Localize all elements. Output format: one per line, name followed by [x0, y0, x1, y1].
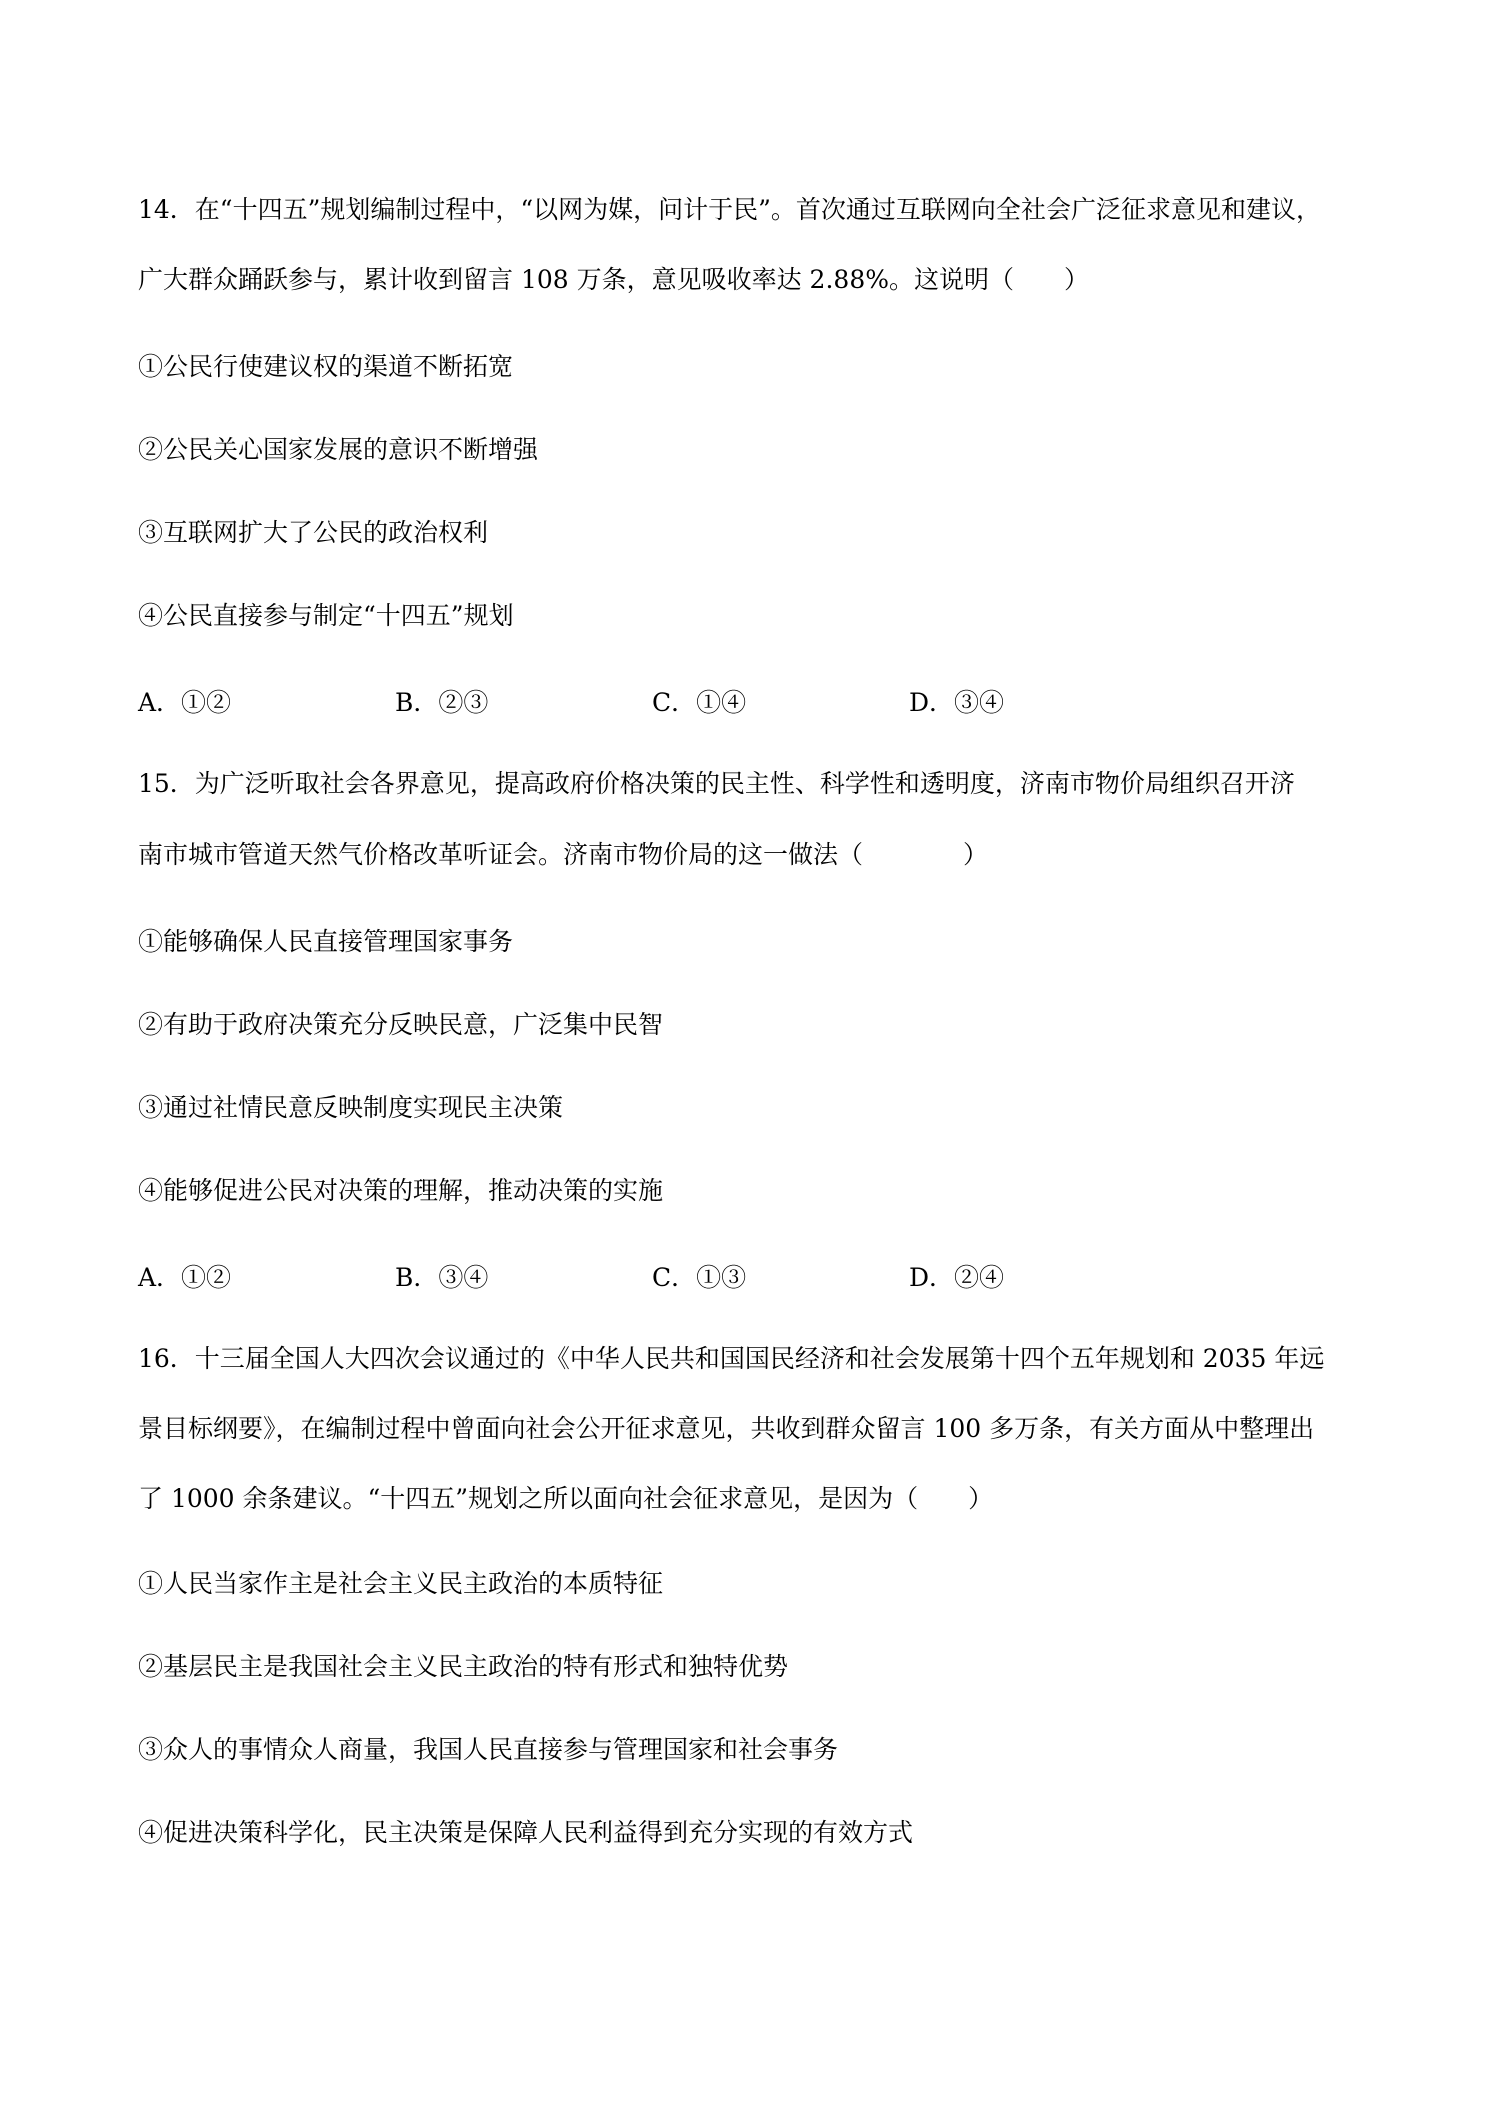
q15-statement-1: ①能够确保人民直接管理国家事务: [138, 927, 514, 956]
q14-statement-4: ④公民直接参与制定“十四五”规划: [138, 601, 514, 630]
q16-statement-2: ②基层民主是我国社会主义民主政治的特有形式和独特优势: [138, 1652, 789, 1681]
q14-option-d[interactable]: D．③④: [909, 688, 1005, 717]
q16-statement-4: ④促进决策科学化，民主决策是保障人民利益得到充分实现的有效方式: [138, 1818, 914, 1847]
q15-option-c[interactable]: C．①③: [652, 1263, 747, 1292]
q16-statement-3: ③众人的事情众人商量，我国人民直接参与管理国家和社会事务: [138, 1735, 839, 1764]
q14-stem-line-2: 广大群众踊跃参与，累计收到留言 108 万条，意见吸收率达 2.88%。这说明（ ）: [138, 265, 1089, 294]
q14-stem-line-1: 14．在“十四五”规划编制过程中，“以网为媒，问计于民”。首次通过互联网向全社会广泛征求意见和建议，: [138, 195, 1321, 224]
q14-option-c[interactable]: C．①④: [652, 688, 747, 717]
q16-statement-1: ①人民当家作主是社会主义民主政治的本质特征: [138, 1569, 664, 1598]
q14-options: [138, 686, 1358, 720]
q15-statement-4: ④能够促进公民对决策的理解，推动决策的实施: [138, 1176, 664, 1205]
q14-option-b[interactable]: B．②③: [395, 688, 489, 717]
q16-stem-line-1: 16．十三届全国人大四次会议通过的《中华人民共和国国民经济和社会发展第十四个五年规划和 2035 年远: [138, 1344, 1325, 1373]
q15-options: [138, 1261, 1358, 1295]
q16-stem-line-3: 了 1000 余条建议。“十四五”规划之所以面向社会征求意见，是因为（ ）: [138, 1484, 994, 1513]
q15-stem-line-1: 15．为广泛听取社会各界意见，提高政府价格决策的民主性、科学性和透明度，济南市物价局组织召开济: [138, 769, 1295, 798]
q15-option-b[interactable]: B．③④: [395, 1263, 489, 1292]
q14-statement-1: ①公民行使建议权的渠道不断拓宽: [138, 352, 514, 381]
q15-option-a[interactable]: A．①②: [138, 1263, 232, 1292]
q16-stem-line-2: 景目标纲要》，在编制过程中曾面向社会公开征求意见，共收到群众留言 100 多万条，有关方面从中整理出: [138, 1414, 1315, 1443]
q14-option-a[interactable]: A．①②: [138, 688, 232, 717]
q14-statement-2: ②公民关心国家发展的意识不断增强: [138, 435, 539, 464]
q15-statement-2: ②有助于政府决策充分反映民意，广泛集中民智: [138, 1010, 664, 1039]
q15-stem-line-2: 南市城市管道天然气价格改革听证会。济南市物价局的这一做法（ ）: [138, 840, 989, 869]
q15-option-d[interactable]: D．②④: [909, 1263, 1005, 1292]
q15-statement-3: ③通过社情民意反映制度实现民主决策: [138, 1093, 564, 1122]
q14-statement-3: ③互联网扩大了公民的政治权利: [138, 518, 489, 547]
